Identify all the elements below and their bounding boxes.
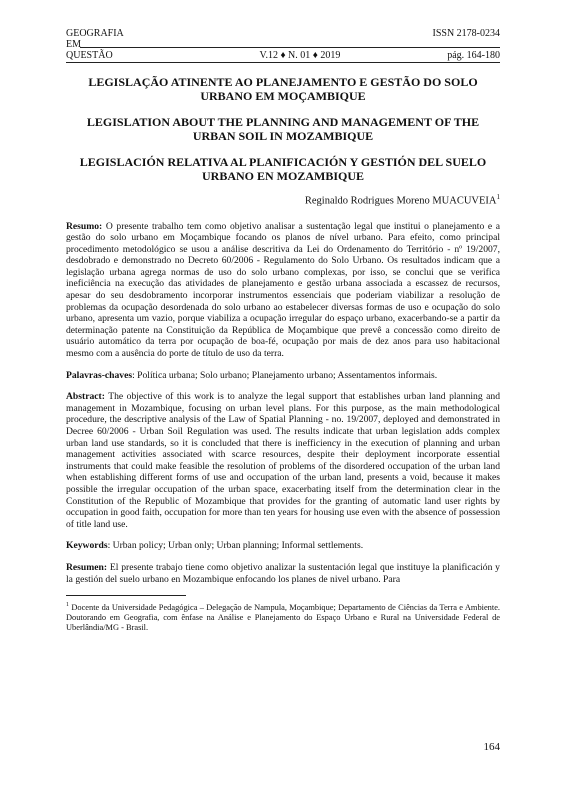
issn: ISSN 2178-0234 xyxy=(432,28,500,39)
title-english: LEGISLATION ABOUT THE PLANNING AND MANAGEMENT OF THE URBAN SOIL IN MOZAMBIQUE xyxy=(86,115,480,143)
journal-name-line2: EM xyxy=(66,39,81,50)
page-number: 164 xyxy=(483,741,500,753)
header-rule-bottom xyxy=(66,62,500,63)
volume-info: V.12 ♦ N. 01 ♦ 2019 xyxy=(259,50,341,61)
footnote-rule xyxy=(66,595,186,596)
paper-page xyxy=(66,28,500,634)
resumo-label: Resumo: xyxy=(66,220,103,232)
title-spanish xyxy=(66,155,500,183)
palavras-chaves-label: Palavras-chaves xyxy=(66,369,133,381)
author-footnote-mark: 1 xyxy=(496,193,500,201)
journal-name-line1: GEOGRAFIA xyxy=(66,28,124,39)
title-spanish-line1: LEGISLACIÓN RELATIVA AL PLANIFICACIÓN Y GESTIÓN DEL SUELO xyxy=(79,155,487,169)
keywords-label: Keywords xyxy=(66,540,108,552)
keywords-paragraph xyxy=(66,540,500,552)
palavras-chaves-text: : Política urbana; Solo urbano; Planejamento urbano; Assentamentos informais. xyxy=(132,369,438,381)
title-spanish-line2: URBANO EN MOZAMBIQUE xyxy=(201,169,364,183)
page-range: pág. 164-180 xyxy=(447,50,500,61)
resumen-text: El presente trabajo tiene como objetivo analizar la sustentación legal que instituye la planificación y la gestión del suelo urbano en Mozambique enfocando los planes de nivel urbano. Para xyxy=(66,561,500,585)
abstract-paragraph xyxy=(66,391,500,530)
resumen-paragraph xyxy=(66,562,500,585)
journal-header xyxy=(66,28,500,63)
resumen-label: Resumen: xyxy=(66,561,108,573)
abstract-label: Abstract: xyxy=(66,391,105,403)
footnote-mark: 1 xyxy=(66,602,69,609)
journal-name-line3: QUESTÃO xyxy=(66,50,113,61)
palavras-chaves-paragraph xyxy=(66,370,500,382)
footnote-text: Docente da Universidade Pedagógica – Delegação de Nampula, Moçambique; Departamento de Ciências da Terra e Ambiente. Doutorando em Geografia, com ênfase na Análise e Planejamento do Espaço Urbano e Rural na Universidade Federal de Uberlândia/MG - Brasil. xyxy=(66,602,501,633)
abstract-text: The objective of this work is to analyze the legal support that establishes urban land planning and management in Mozambique, focusing on urban level plans. For this purpose, as the main methodological procedure, the descriptive analysis of the Law of Spatial Planning - no. 19/2007, deployed and demonstrated in Decree 60/2006 - Urban Soil Regulation was used. The results indicate that urban legislation adds complex urban land use standards, so it is concluded that there is inefficiency in the execution of planning and urban management activities associated with scarce resources, despite their deployment incorporate essential instruments that could make feasible the resolution of problems of the disordered occupation of the urban land when establishing different forms of use and occupation of the urban land, presents a void, because it makes possible the irregular occupation of the urban space, exacerbating itself from the determination clear in the Constitution of the Republic of Mozambique that provides for the granting of automatic land user rights by occupation in good faith, occupation for more than ten years for housing use even with the absence of possession of title land use. xyxy=(66,391,501,530)
author-name: Reginaldo Rodrigues Moreno MUACUVEIA xyxy=(304,195,497,207)
resumo-paragraph xyxy=(66,221,500,360)
author xyxy=(66,193,500,207)
footnote xyxy=(66,600,500,633)
resumo-text: O presente trabalho tem como objetivo analisar a sustentação legal que institui o planejamento e a gestão do solo urbano em Moçambique focando os planos de nível urbano. Para efeito, como principal procedimento metodológico se usou a análise descritiva da Lei do Ordenamento do Território - nº 19/2007, desdobrado e demonstrado no Decreto 60/2006 - Regulamento do Solo Urbano. Os resultados indicam que a legislação urbana agrega normas de uso do solo urbano complexas, por isso, se conclui que se verifica ineficiência na execução das atividades de planejamento e gestão urbana associada a escassez de recursos, apesar do seu desdobramento incorporar instrumentos essenciais que poderiam viabilizar a resolução de problemas da ocupação desordenada do solo urbano ao estabelecer diversas formas de uso e ocupação do solo urbano, apresenta um vazio, porque viabiliza a ocupação irregular do espaço urbano, exacerbando-se a partir da determinação patente na Constituição da República de Moçambique que prevê a concessão como direito de usuário automático da terra por ocupação de boa-fé, ocupação por mais de dez anos para uso habitacional mesmo com a ausência do porte de título de uso da terra. xyxy=(66,220,500,360)
keywords-text: : Urban policy; Urban only; Urban planning; Informal settlements. xyxy=(107,540,364,552)
title-portuguese: LEGISLAÇÃO ATINENTE AO PLANEJAMENTO E GESTÃO DO SOLO URBANO EM MOÇAMBIQUE xyxy=(88,75,478,103)
header-rule xyxy=(80,47,500,48)
